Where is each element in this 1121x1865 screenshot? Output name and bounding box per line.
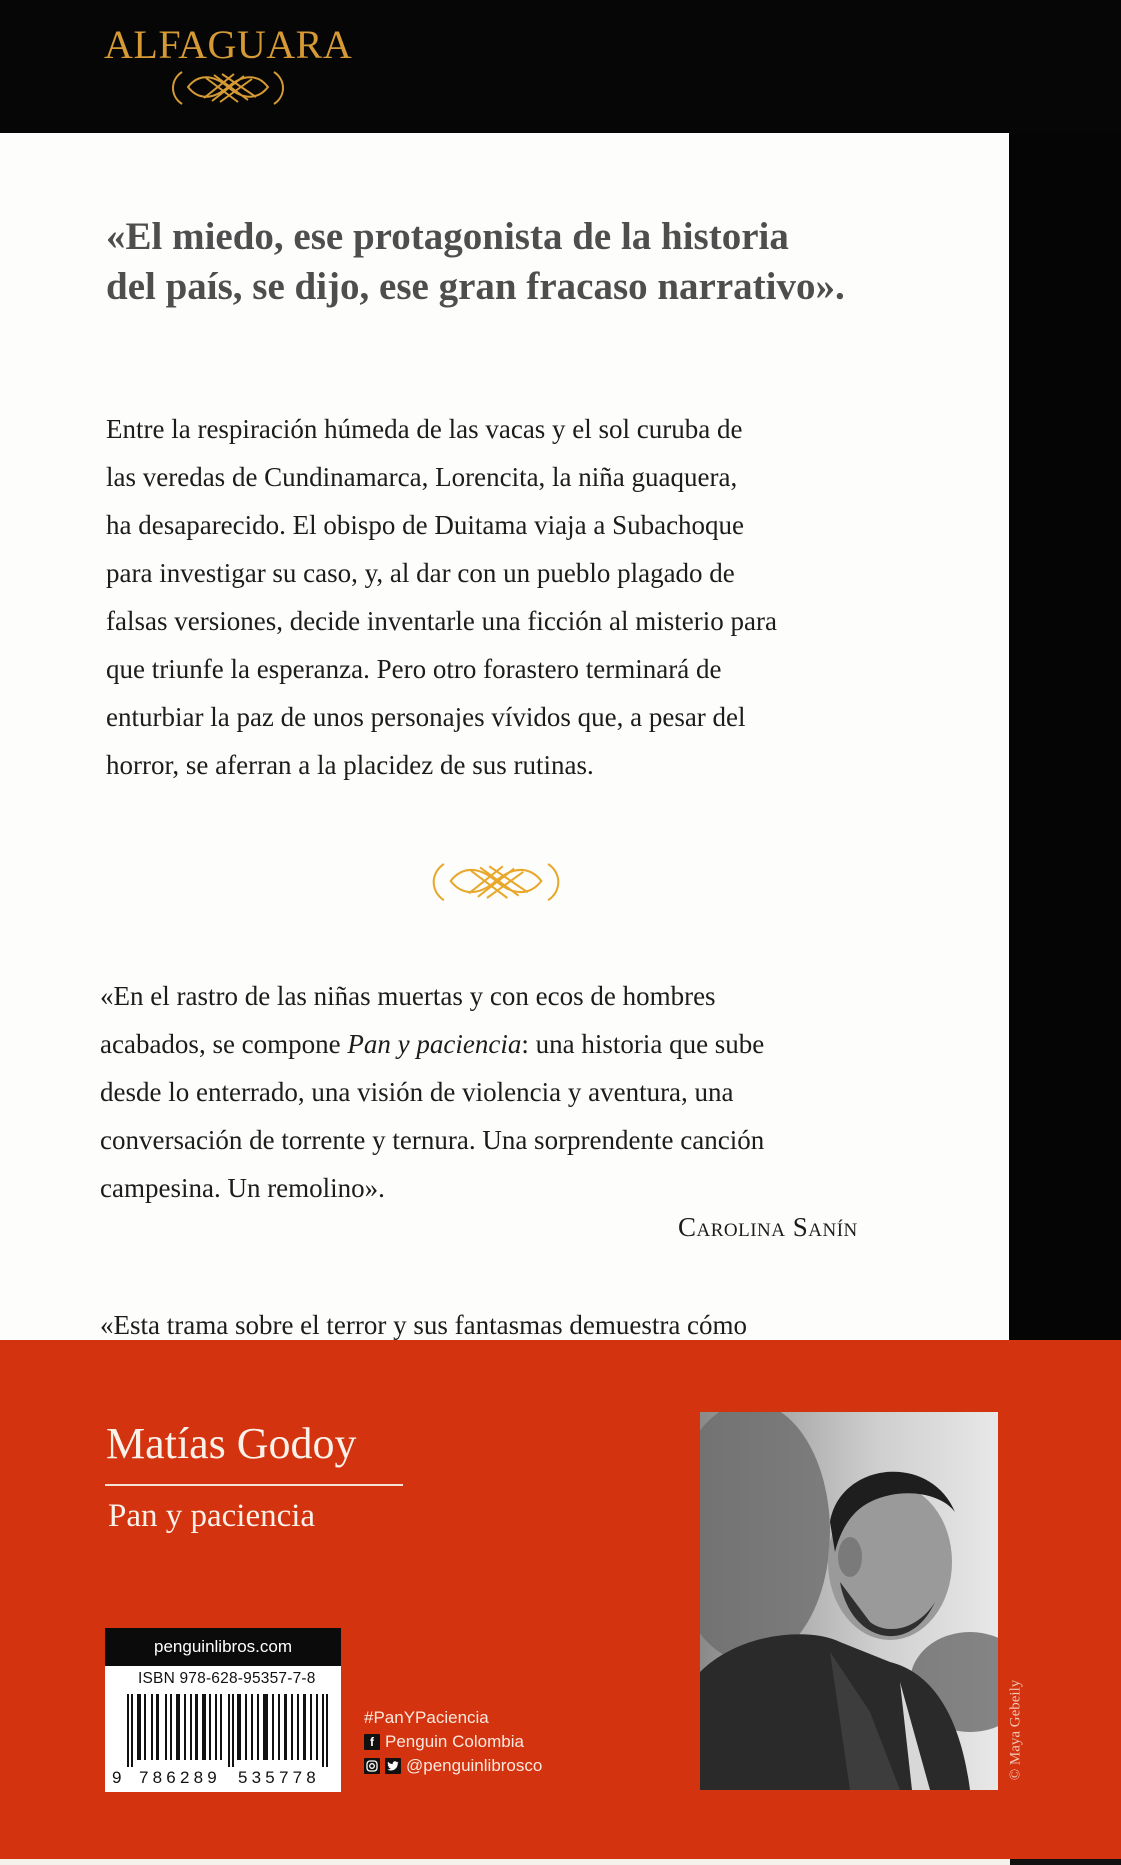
book-title-italic: Pan y paciencia (347, 1029, 522, 1059)
synopsis-line: Entre la respiración húmeda de las vacas y el sol curuba de (106, 414, 743, 444)
review-line: «En el rastro de las niñas muertas y con ecos de hombres (100, 981, 716, 1011)
divider (105, 1484, 403, 1486)
bottom-edge (0, 1859, 1010, 1865)
instagram-twitter-link[interactable] (364, 1754, 542, 1778)
review-quote-partial: «Esta trama sobre el terror y sus fantasmas demuestra cómo (100, 1310, 748, 1340)
facebook-label: Penguin Colombia (385, 1732, 524, 1751)
ean-first: 9 (112, 1768, 126, 1787)
synopsis-line: horror, se aferran a la placidez de sus rutinas. (106, 750, 594, 780)
synopsis-line: enturbiar la paz de unos personajes vívidos que, a pesar del (106, 702, 746, 732)
facebook-link[interactable] (364, 1730, 542, 1754)
ean-left: 786289 (139, 1768, 221, 1787)
bottom-corner (1010, 1859, 1121, 1865)
photo-credit: © Maya Gebeily (1007, 1679, 1024, 1781)
facebook-icon: f (364, 1734, 380, 1750)
ornament-divider-icon (428, 855, 564, 907)
isbn-text: ISBN 978-628-95357-7-8 (138, 1670, 316, 1687)
review-line: conversación de torrente y ternura. Una sorprendente canción (100, 1125, 765, 1155)
synopsis-line: para investigar su caso, y, al dar con un pueblo plagado de (106, 558, 735, 588)
synopsis-line: ha desaparecido. El obispo de Duitama viaja a Subachoque (106, 510, 745, 540)
review-attribution: Carolina Sanín (678, 1212, 858, 1242)
ean-right: 535778 (238, 1768, 320, 1787)
hashtag (364, 1706, 542, 1730)
handle-label: @penguinlibrosco (406, 1756, 543, 1775)
headline-line: del país, se dijo, ese gran fracaso narrativo». (106, 265, 845, 308)
review-line (100, 1020, 900, 1068)
review-quote (100, 972, 900, 1212)
publisher-logo (104, 24, 352, 108)
review-line: desde lo enterrado, una visión de violencia y aventura, una (100, 1077, 734, 1107)
author-photo-image (700, 1412, 998, 1790)
website-link[interactable]: penguinlibros.com (105, 1628, 341, 1666)
review-text: : una historia que sube (521, 1029, 765, 1059)
ornament-icon (168, 66, 288, 108)
synopsis-line: que triunfe la esperanza. Pero otro forastero terminará de (106, 654, 722, 684)
review-text: acabados, se compone (100, 1029, 348, 1059)
review-line: campesina. Un remolino». (100, 1173, 385, 1203)
synopsis-line: falsas versiones, decide inventarle una ficción al misterio para (106, 606, 777, 636)
publisher-name: ALFAGUARA (104, 22, 353, 67)
synopsis (106, 405, 906, 789)
hashtag-text: #PanYPaciencia (364, 1708, 489, 1727)
author-name: Matías Godoy (106, 1419, 357, 1468)
headline-quote (106, 212, 986, 312)
headline-line: «El miedo, ese protagonista de la historia (106, 215, 789, 258)
barcode-icon (127, 1694, 337, 1767)
instagram-icon (364, 1758, 380, 1774)
book-title: Pan y paciencia (108, 1498, 316, 1534)
twitter-icon (385, 1758, 401, 1774)
synopsis-line: las veredas de Cundinamarca, Lorencita, la niña guaquera, (106, 462, 738, 492)
author-photo (700, 1412, 998, 1790)
social-links (364, 1706, 542, 1778)
barcode-box (105, 1628, 341, 1792)
